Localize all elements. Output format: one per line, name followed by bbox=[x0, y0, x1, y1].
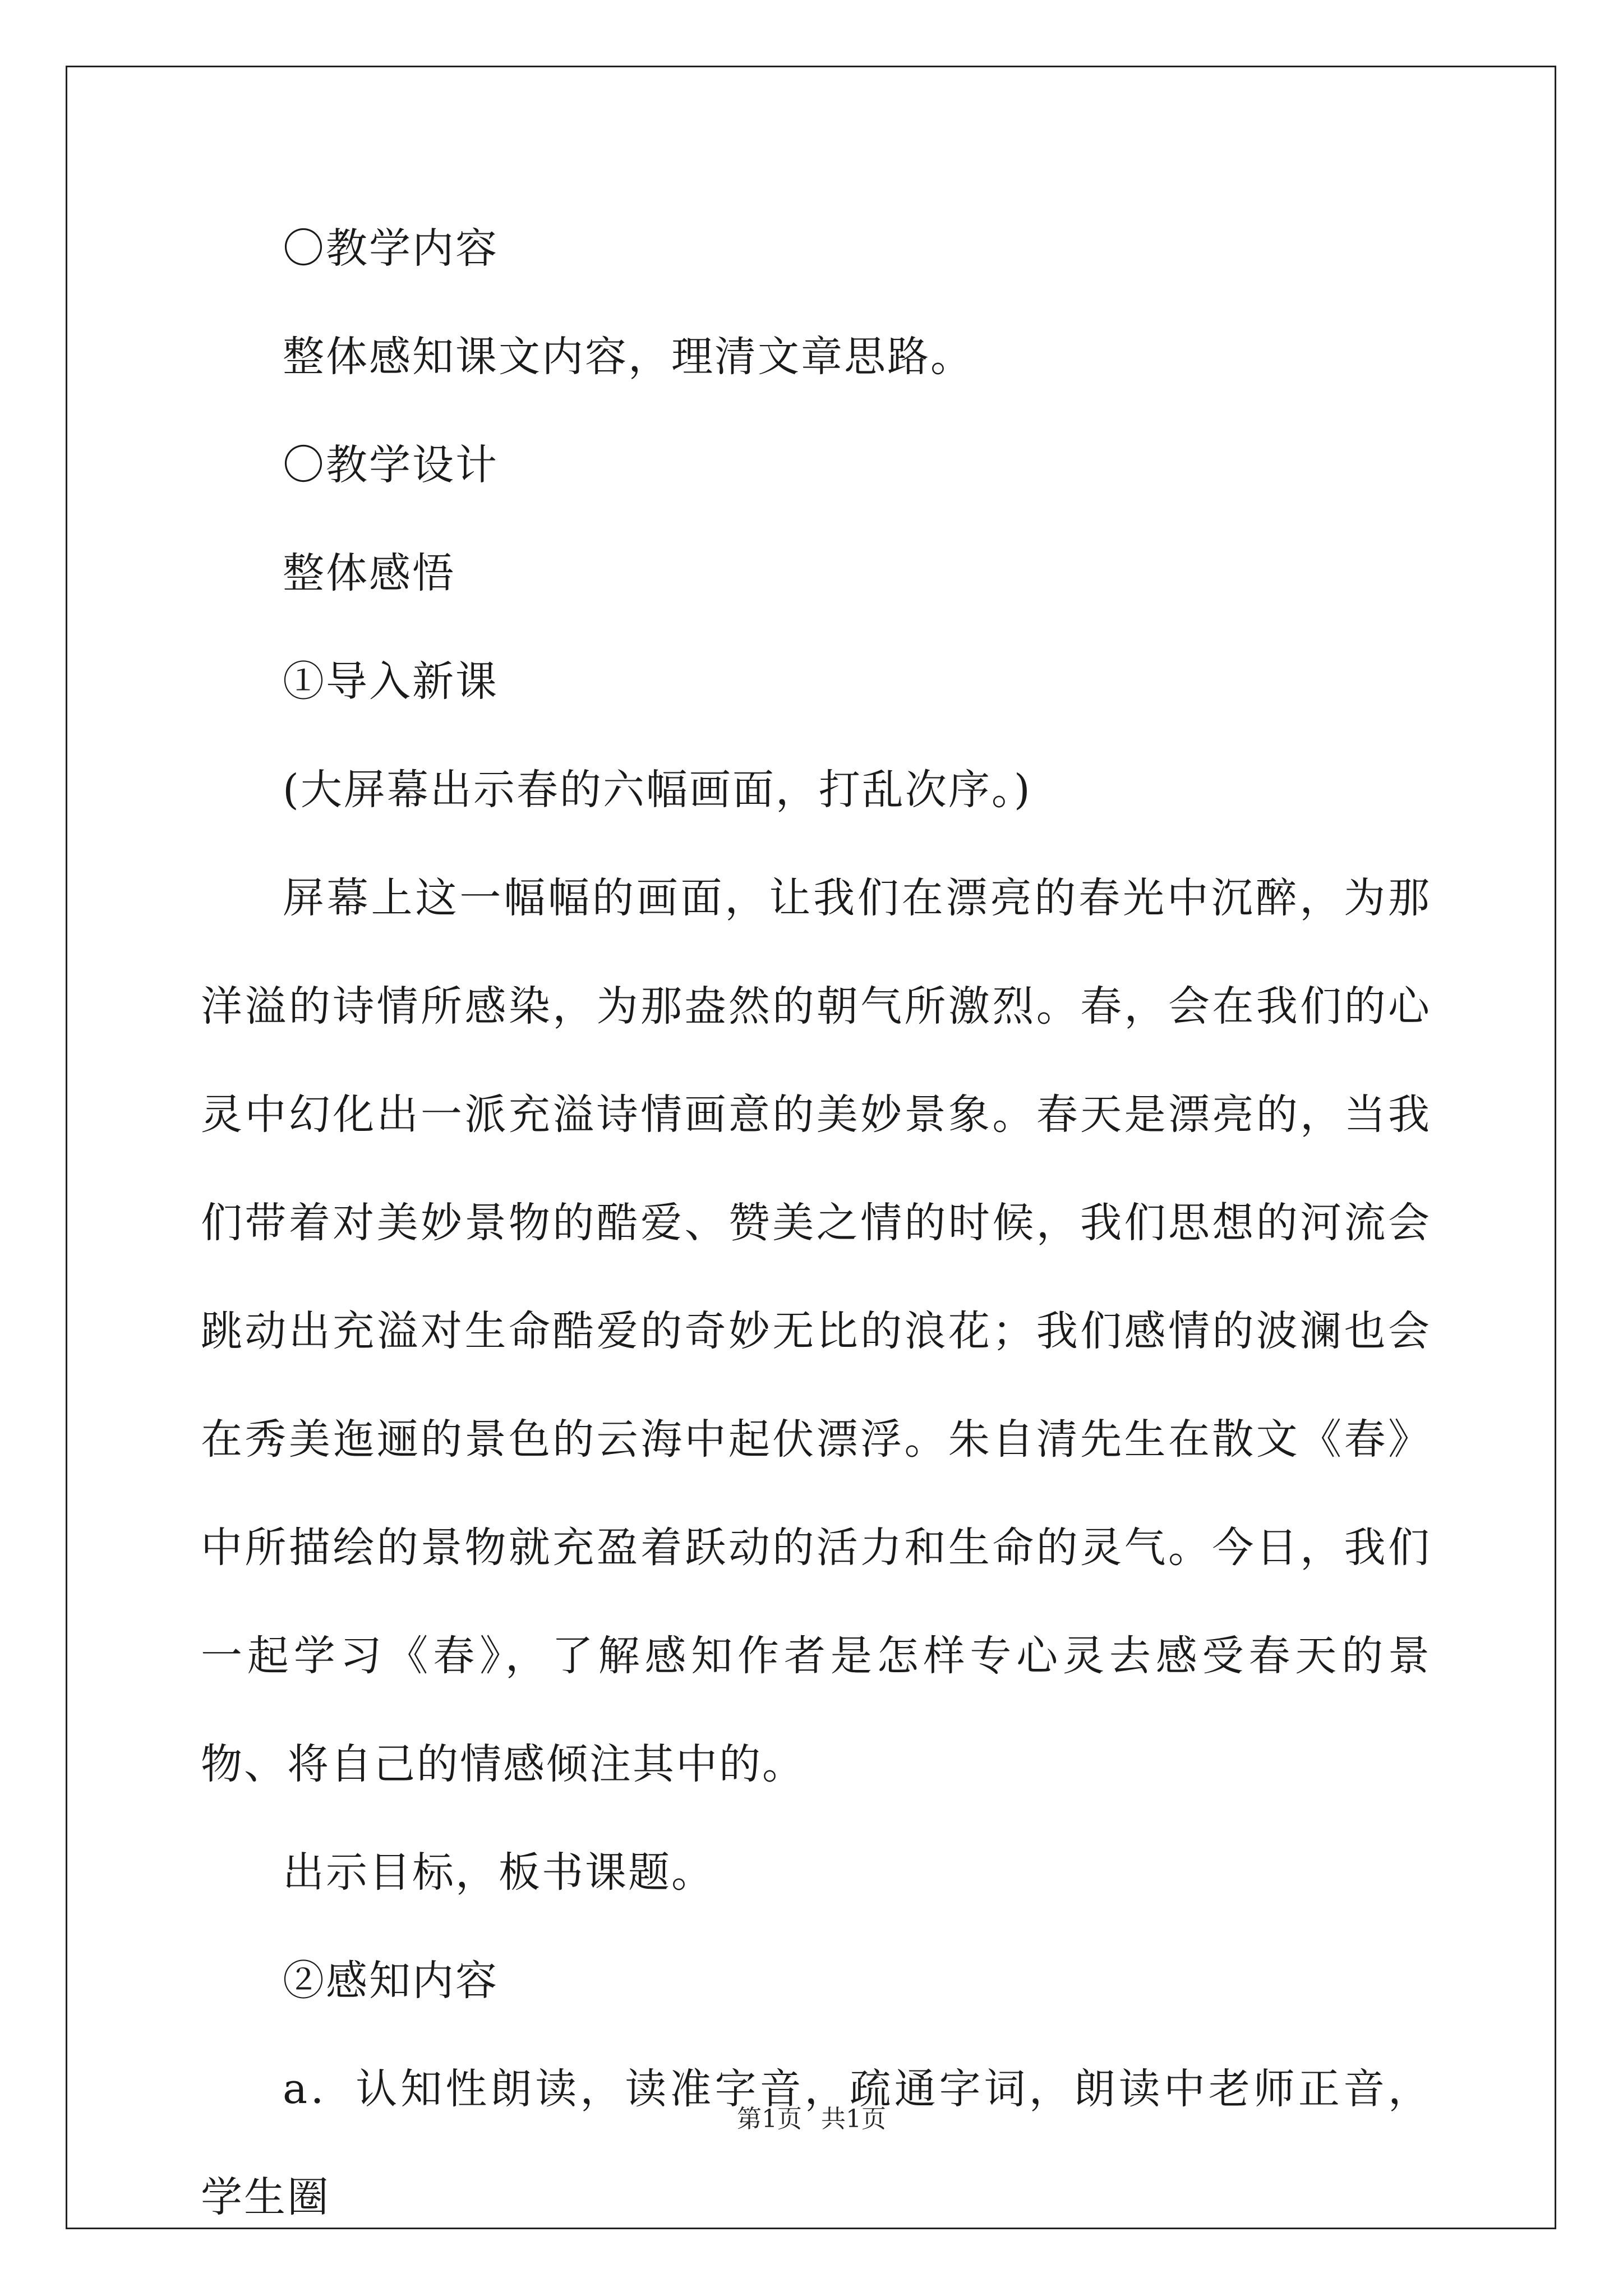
page-number-current: 第1页 bbox=[737, 2105, 802, 2133]
step-a-reading: a．认知性朗读，读准字音，疏通字词，朗读中老师正音，学生圈 bbox=[201, 2065, 1431, 2221]
step-introduce-lesson: ①导入新课 bbox=[283, 657, 499, 706]
show-objectives: 出示目标，板书课题。 bbox=[283, 1848, 714, 1897]
heading-teaching-design: 〇教学设计 bbox=[283, 441, 499, 489]
intro-paragraph: 屏幕上这一幅幅的画面，让我们在漂亮的春光中沉醉，为那洋溢的诗情所感染，为那盎然的朝气所激烈。春，会在我们的心灵中幻化出一派充溢诗情画意的美妙景象。春天是漂亮的，当我们带着对美妙景物的酷爱、赞美之情的时候，我们思想的河流会跳动出充溢对生命酷爱的奇妙无比的浪花；我们感情的波澜也会在秀美迤逦的景色的云海中起伏漂浮。朱自清先生在散文《春》中所描绘的景物就充盈着跃动的活力和生命的灵气。今日，我们一起学习《春》，了解感知作者是怎样专心灵去感受春天的景物、将自己的情感倾注其中的。 bbox=[201, 874, 1431, 1788]
section-overall-perception: 整体感悟 bbox=[283, 549, 455, 597]
heading-teaching-content: 〇教学内容 bbox=[283, 224, 499, 273]
teaching-content-text: 整体感知课文内容，理清文章思路。 bbox=[283, 333, 974, 381]
document-body bbox=[201, 222, 1431, 2252]
step-perceive-content: ②感知内容 bbox=[283, 1957, 499, 2005]
page-footer bbox=[0, 2102, 1623, 2136]
note-screen-images: (大屏幕出示春的六幅画面，打乱次序。) bbox=[283, 766, 1032, 814]
page-number-total: 共1页 bbox=[821, 2105, 886, 2133]
